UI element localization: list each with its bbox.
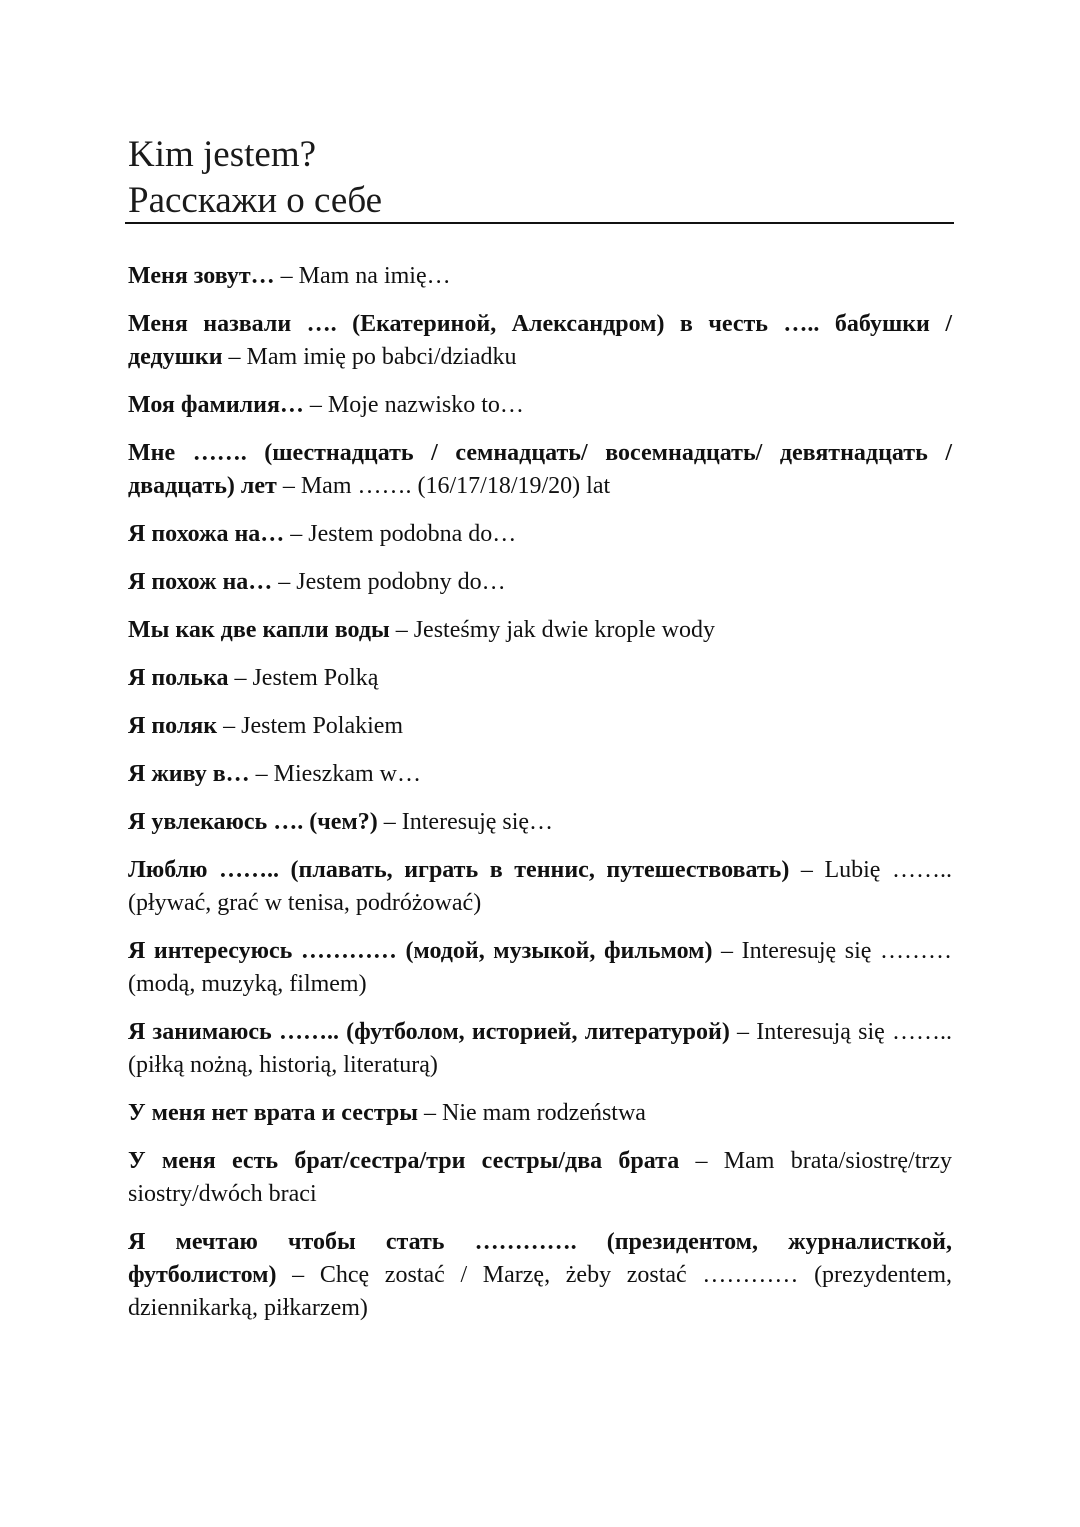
russian-phrase: Мы как две капли воды: [128, 617, 390, 643]
phrase-entry: [128, 614, 952, 647]
phrase-entry: [128, 1145, 952, 1211]
phrase-entry: [128, 1226, 952, 1325]
russian-phrase: У меня есть брат/сестра/три сестры/два брата: [128, 1148, 680, 1174]
russian-phrase: Я поляк: [128, 713, 218, 739]
russian-phrase: Я интересуюсь ………… (модой, музыкой, фильмом): [128, 938, 713, 964]
polish-translation: – Jestem Polką: [228, 665, 379, 691]
polish-translation: – Nie mam rodzeństwa: [418, 1100, 646, 1126]
polish-translation: – Interesują się …….. (piłką nożną, historią, literaturą): [128, 1019, 952, 1078]
phrase-entry: [128, 806, 952, 839]
page-subtitle: Расскажи о себе: [128, 180, 383, 221]
title-block: [128, 132, 954, 224]
phrase-entry: [128, 518, 952, 551]
phrase-entry: [128, 437, 952, 503]
phrase-entry: [128, 710, 952, 743]
russian-phrase: Я живу в…: [128, 761, 250, 787]
russian-phrase: Я похожа на…: [128, 521, 285, 547]
phrase-entry: [128, 566, 952, 599]
phrase-list: [128, 260, 952, 1340]
russian-phrase: Я полька: [128, 665, 229, 691]
polish-translation: – Mieszkam w…: [249, 761, 421, 787]
phrase-entry: [128, 854, 952, 920]
phrase-entry: [128, 662, 952, 695]
phrase-entry: [128, 260, 952, 293]
russian-phrase: Я увлекаюсь …. (чем?): [128, 809, 378, 835]
russian-phrase: Мне ……. (шестнадцать / семнадцать/ восемнадцать/ девятнадцать / двадцать) лет: [128, 440, 952, 499]
russian-phrase: Я занимаюсь …….. (футболом, историей, литературой): [128, 1019, 730, 1045]
polish-translation: – Jestem Polakiem: [217, 713, 404, 739]
russian-phrase: Меня зовут…: [128, 263, 275, 289]
phrase-entry: [128, 758, 952, 791]
phrase-entry: [128, 1097, 952, 1130]
russian-phrase: Моя фамилия…: [128, 392, 304, 418]
russian-phrase: Люблю …….. (плавать, играть в теннис, путешествовать): [128, 857, 790, 883]
phrase-entry: [128, 1016, 952, 1082]
russian-phrase: Я мечтаю чтобы стать …………. (президентом, журналисткой, футболистом): [128, 1229, 952, 1288]
polish-translation: – Chcę zostać / Marzę, żeby zostać ………… (prezydentem, dziennikarką, piłkarzem): [128, 1262, 952, 1321]
phrase-entry: [128, 308, 952, 374]
polish-translation: – Interesuję się ……… (modą, muzyką, filmem): [128, 938, 952, 997]
russian-phrase: У меня нет врата и сестры: [128, 1100, 419, 1126]
polish-translation: – Mam imię po babci/dziadku: [222, 344, 517, 370]
title-underline: [125, 222, 954, 224]
polish-translation: – Jestem podobny do…: [272, 569, 506, 595]
polish-translation: – Moje nazwisko to…: [303, 392, 524, 418]
polish-translation: – Jestem podobna do…: [284, 521, 517, 547]
polish-translation: – Mam ……. (16/17/18/19/20) lat: [276, 473, 611, 499]
phrase-entry: [128, 389, 952, 422]
polish-translation: – Jesteśmy jak dwie krople wody: [389, 617, 715, 643]
polish-translation: – Interesuję się…: [377, 809, 554, 835]
phrase-entry: [128, 935, 952, 1001]
russian-phrase: Меня назвали …. (Екатериной, Александром) в честь ….. бабушки / дедушки: [128, 311, 952, 370]
polish-translation: – Mam na imię…: [274, 263, 451, 289]
page-title: Kim jestem?: [128, 134, 317, 175]
polish-translation: – Lubię …….. (pływać, grać w tenisa, podróżować): [128, 857, 953, 916]
russian-phrase: Я похож на…: [128, 569, 273, 595]
polish-translation: – Mam brata/siostrę/trzy siostry/dwóch braci: [128, 1148, 953, 1207]
